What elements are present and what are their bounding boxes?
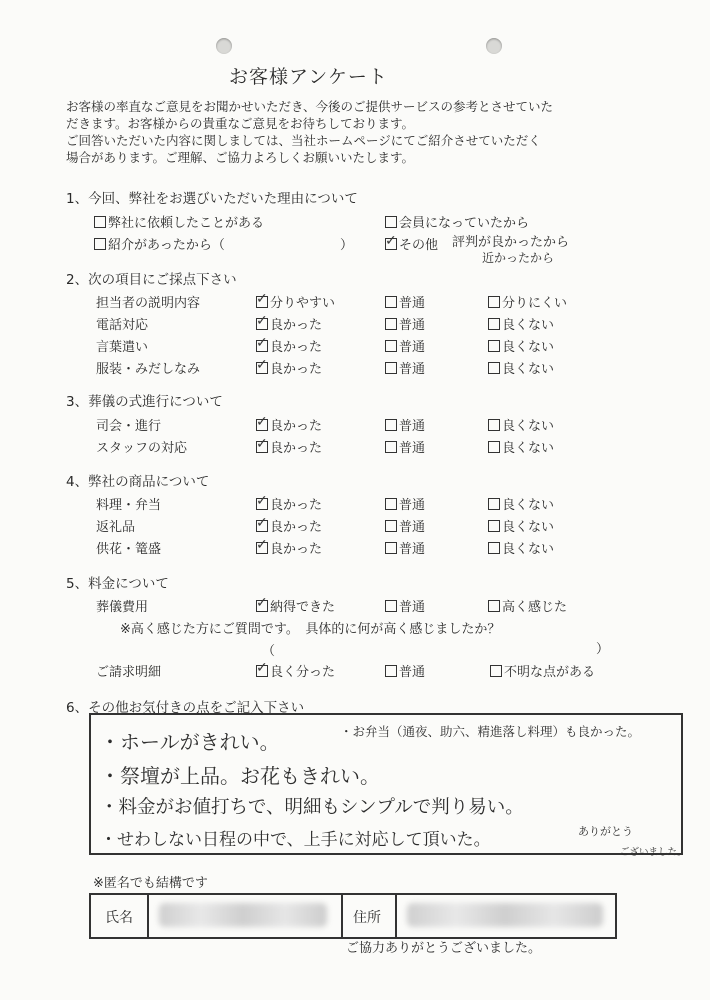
check-mark-icon: ✓ xyxy=(385,233,397,249)
address-label: 住所 xyxy=(353,910,381,926)
q5-followup-question: ※高く感じた方にご質問です。 具体的に何が高く感じましたか？ xyxy=(120,622,501,637)
check-mark-icon: ✓ xyxy=(256,660,268,676)
check-mark-icon: ✓ xyxy=(256,515,268,531)
option-good[interactable]: ✓ 良かった xyxy=(256,313,323,333)
option-good[interactable]: ✓ 良かった xyxy=(256,493,323,513)
option-clear[interactable]: ✓ 良く分った xyxy=(256,660,336,680)
checkbox-checked[interactable] xyxy=(385,233,397,250)
option-bad[interactable]: 良くない xyxy=(488,415,554,434)
check-mark-icon: ✓ xyxy=(256,493,268,509)
option-normal[interactable]: 普通 xyxy=(385,516,425,535)
row-label: スタッフの対応 xyxy=(96,441,188,456)
q2-heading: 2、次の項目にご採点下さい xyxy=(66,272,237,288)
option-bad[interactable]: 良くない xyxy=(488,437,554,456)
comment-line-2: ・お弁当（通夜、助六、精進落し料理）も良かった。 xyxy=(340,724,641,739)
option-satisfied[interactable]: ✓ 納得できた xyxy=(256,595,336,615)
intro-line-3: ご回答いただいた内容に関しましては、当社ホームページにてご紹介させていただく xyxy=(66,133,541,148)
option-normal[interactable]: 普通 xyxy=(385,415,425,434)
row-label: 言葉遣い xyxy=(96,340,149,355)
option-normal[interactable]: 普通 xyxy=(385,314,425,333)
punch-hole-left xyxy=(216,38,232,54)
check-mark-icon: ✓ xyxy=(256,335,268,351)
row-label: 担当者の説明内容 xyxy=(96,296,201,311)
row-label: 電話対応 xyxy=(96,318,149,333)
option-normal[interactable]: 普通 xyxy=(385,494,425,513)
option-unclear[interactable]: 不明な点がある xyxy=(490,661,595,680)
check-mark-icon: ✓ xyxy=(256,357,268,373)
row-label: 服装・みだしなみ xyxy=(96,362,201,377)
survey-title: お客様アンケート xyxy=(229,66,388,88)
q5-heading: 5、料金について xyxy=(66,576,169,592)
punch-hole-right xyxy=(486,38,502,54)
q5-paren-close: ） xyxy=(596,642,610,657)
row-label: 葬儀費用 xyxy=(96,600,149,615)
comment-line-1: ・ホールがきれい。 xyxy=(100,730,280,754)
option-good[interactable]: ✓ 良かった xyxy=(256,335,323,355)
option-normal[interactable]: 普通 xyxy=(385,661,425,680)
comment-line-6: ありがとう xyxy=(578,825,633,838)
comment-line-7: ございました。 xyxy=(620,847,687,858)
comment-line-4: ・料金がお値打ちで、明細もシンプルで判り易い。 xyxy=(100,797,524,818)
comment-line-3: ・祭壇が上品。お花もきれい。 xyxy=(100,764,380,788)
q1-other-handwritten-1: 評判が良かったから xyxy=(452,235,570,250)
option-bad[interactable]: 分りにくい xyxy=(488,292,567,311)
q1-heading: 1、今回、弊社をお選びいただいた理由について xyxy=(66,191,358,207)
q1-other-handwritten-2: 近かったから xyxy=(482,251,555,265)
check-mark-icon: ✓ xyxy=(256,537,268,553)
check-mark-icon: ✓ xyxy=(256,291,268,307)
option-good[interactable]: ✓ 良かった xyxy=(256,515,323,535)
name-address-table xyxy=(89,893,617,939)
name-label: 氏名 xyxy=(105,910,133,926)
intro-line-1: お客様の率直なご意見をお聞かせいただき、今後のご提供サービスの参考とさせていた xyxy=(66,99,554,114)
q3-heading: 3、葬儀の式進行について xyxy=(66,394,223,410)
check-mark-icon: ✓ xyxy=(256,414,268,430)
option-bad[interactable]: 良くない xyxy=(488,538,554,557)
q1-option-other[interactable]: ✓ その他 xyxy=(385,233,439,253)
option-good[interactable]: ✓ 良かった xyxy=(256,357,323,377)
option-normal[interactable]: 普通 xyxy=(385,437,425,456)
checkbox[interactable] xyxy=(94,216,106,228)
option-bad[interactable]: 良くない xyxy=(488,516,554,535)
check-mark-icon: ✓ xyxy=(256,313,268,329)
check-mark-icon: ✓ xyxy=(256,595,268,611)
option-good[interactable]: ✓ 良かった xyxy=(256,537,323,557)
q4-heading: 4、弊社の商品について xyxy=(66,474,210,490)
option-bad[interactable]: 良くない xyxy=(488,358,554,377)
option-normal[interactable]: 普通 xyxy=(385,336,425,355)
q5-paren-open: （ xyxy=(262,644,276,659)
option-bad[interactable]: 良くない xyxy=(488,336,554,355)
option-normal[interactable]: 普通 xyxy=(385,358,425,377)
intro-line-4: 場合があります。ご理解、ご協力よろしくお願いいたします。 xyxy=(66,150,415,165)
row-label: ご請求明細 xyxy=(96,665,162,680)
name-field-redacted[interactable] xyxy=(159,903,327,927)
thanks-text: ご協力ありがとうございました。 xyxy=(346,941,542,956)
q6-heading: 6、その他お気付きの点をご記入下さい xyxy=(66,700,305,716)
q1-referral-paren-close: ） xyxy=(340,238,354,253)
q1-option-prior[interactable]: 弊社に依頼したことがある xyxy=(94,212,264,231)
option-normal[interactable]: 普通 xyxy=(385,596,425,615)
check-mark-icon: ✓ xyxy=(256,436,268,452)
row-label: 料理・弁当 xyxy=(96,498,162,513)
option-expensive[interactable]: 高く感じた xyxy=(488,596,567,615)
anonymous-note: ※匿名でも結構です xyxy=(93,876,208,891)
option-bad[interactable]: 良くない xyxy=(488,314,554,333)
option-good[interactable]: ✓ 良かった xyxy=(256,436,323,456)
intro-line-2: だきます。お客様からの貴重なご意見をお待ちしております。 xyxy=(66,116,415,131)
checkbox[interactable] xyxy=(94,238,106,250)
q1-option-referral[interactable]: 紹介があったから（ xyxy=(94,234,225,253)
comment-line-5: ・せわしない日程の中で、上手に対応して頂いた。 xyxy=(100,830,491,850)
checkbox[interactable] xyxy=(385,216,397,228)
row-label: 司会・進行 xyxy=(96,419,162,434)
address-field-redacted[interactable] xyxy=(407,903,603,927)
option-bad[interactable]: 良くない xyxy=(488,494,554,513)
row-label: 返礼品 xyxy=(96,520,136,535)
option-normal[interactable]: 普通 xyxy=(385,538,425,557)
option-good[interactable]: ✓ 分りやすい xyxy=(256,291,336,311)
row-label: 供花・篭盛 xyxy=(96,542,162,557)
q1-option-member[interactable]: 会員になっていたから xyxy=(385,212,529,231)
option-normal[interactable]: 普通 xyxy=(385,292,425,311)
option-good[interactable]: ✓ 良かった xyxy=(256,414,323,434)
